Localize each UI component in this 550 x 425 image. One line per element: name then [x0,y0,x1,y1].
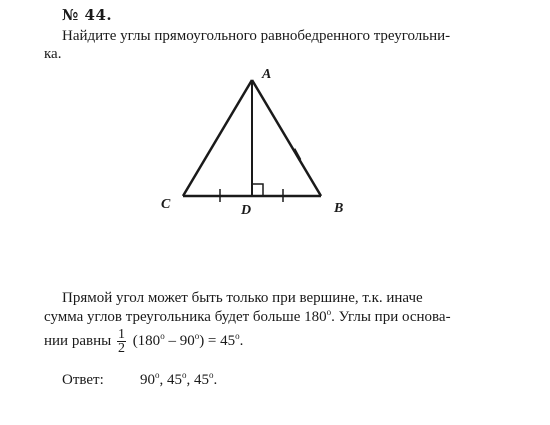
label-d: D [241,203,252,218]
answer-value-3: , 45 [186,372,209,388]
side-ab [252,80,321,196]
fraction-denominator: 2 [117,341,125,356]
problem-statement-line-2: ка. [44,46,62,62]
expr-part-a: (180 [132,332,161,349]
answer-values [140,372,217,389]
degree-sign: o [209,370,214,380]
label-c: C [161,197,171,212]
fraction-numerator: 1 [117,327,125,342]
answer-value-1: 90 [140,372,155,388]
label-a: A [262,67,272,82]
solution-line-2 [44,309,451,326]
solution-line-2-text: сумма углов треугольника будет больше 180 [44,309,327,325]
expr-end: . [239,332,244,349]
degree-sign: o [160,330,165,341]
solution-line-2-rest: . Углы при основа- [331,309,451,325]
label-b: B [334,201,344,216]
fraction-one-half [117,328,126,355]
right-angle-mark [252,184,263,196]
problem-statement-line-1: Найдите углы прямоугольного равнобедренного треугольни- [62,28,451,44]
degree-sign: o [155,370,160,380]
answer-value-2: , 45 [159,372,182,388]
answer-end: . [213,372,218,388]
expr-part-c: ) = 45 [199,332,236,349]
solution-line-1: Прямой угол может быть только при вершине, т.к. иначе [62,290,423,306]
solution-line-3 [44,328,243,355]
expr-part-b: – 90 [164,332,195,349]
answer-label: Ответ: [62,372,104,388]
degree-sign: o [326,307,332,317]
degree-sign: o [182,370,187,380]
degree-sign: o [235,330,240,341]
side-ca [183,80,252,196]
solution-line-3-start: нии равны [44,332,112,349]
problem-number: № 44. [62,6,113,24]
degree-sign: o [194,330,200,341]
